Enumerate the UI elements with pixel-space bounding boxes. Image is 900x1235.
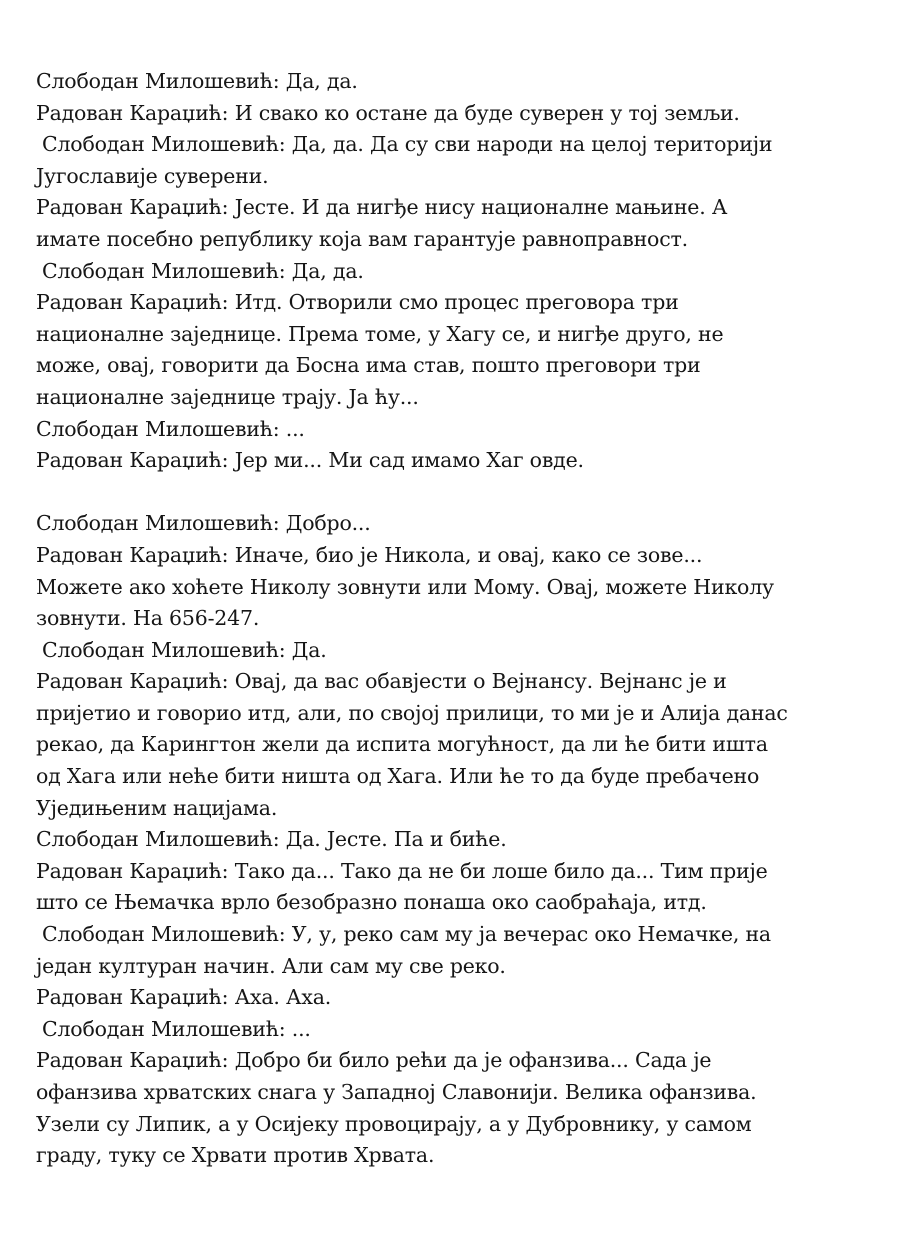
transcript-block [36,508,866,1171]
transcript-line: Радован Караџић: Иначе, био је Никола, и овај, како се зове... [36,542,703,567]
transcript-line: Можете ако хоћете Николу зовнути или Мому. Овај, можете Николу [36,574,774,599]
transcript-line: Слободан Милошевић: ... [36,416,305,441]
transcript-line: рекао, да Карингтон жели да испита могућност, да ли ће бити ишта [36,732,768,757]
transcript-line: граду, туку се Хрвати против Хрвата. [36,1143,435,1168]
transcript-line: Слободан Милошевић: ... [42,1016,311,1041]
transcript-line: може, овај, говорити да Босна има став, пошто преговори три [36,353,701,378]
transcript-line: што се Њемачка врло безобразно понаша око саобраћаја, итд. [36,890,707,915]
transcript-line: од Хага или неће бити ништа од Хага. Или ће то да буде пребачено [36,764,760,789]
transcript-line: имате посебно републику која вам гарантује равноправност. [36,226,688,251]
transcript-line: Радован Караџић: И свако ко остане да буде суверен у тој земљи. [36,100,740,125]
transcript-line: Слободан Милошевић: Да, да. [42,258,364,283]
transcript-line: Слободан Милошевић: У, у, реко сам му ја вечерас око Немачке, на [42,922,771,947]
transcript-line: Радован Караџић: Овај, да вас обавјести о Вејнансу. Вејнанс је и [36,669,727,694]
transcript-line: националне заједнице. Према томе, у Хагу се, и нигђе друго, не [36,321,724,346]
transcript-line: Уједињеним нацијама. [36,795,278,820]
transcript-line: зовнути. На 656-247. [36,606,260,631]
transcript-line: Радован Караџић: Јесте. И да нигђе нису националне мањине. А [36,195,728,220]
transcript-line: Радован Караџић: Итд. Отворили смо процес преговора три [36,290,679,315]
transcript-line: Радован Караџић: Јер ми... Ми сад имамо Хаг овде. [36,448,584,473]
transcript-line: националне заједнице трају. Ја ћу... [36,384,419,409]
transcript-block [36,66,866,477]
transcript-line: Слободан Милошевић: Да, да. [36,69,358,93]
transcript-line: Слободан Милошевић: Добро... [36,511,371,536]
transcript-line: пријетио и говорио итд, али, по својој прилици, то ми је и Алија данас [36,700,788,725]
transcript-text [36,66,866,1172]
transcript-line: Радован Караџић: Добро би било рећи да је офанзива... Сада је [36,1048,712,1073]
transcript-line: Радован Караџић: Тако да... Тако да не би лоше било да... Тим прије [36,858,768,883]
transcript-line: офанзива хрватских снага у Западној Славонији. Велика офанзива. [36,1080,757,1104]
transcript-line: Слободан Милошевић: Да. [42,637,327,662]
transcript-line: Узели су Липик, а у Осијеку провоцирају, а у Дубровнику, у самом [36,1111,752,1136]
transcript-line: Слободан Милошевић: Да, да. Да су сви народи на целој територији [42,132,773,157]
transcript-line: Радован Караџић: Аха. Аха. [36,985,332,1010]
transcript-line: Југославије суверени. [36,163,269,188]
transcript-line: један културан начин. Али сам му све реко. [36,953,506,978]
transcript-line: Слободан Милошевић: Да. Јесте. Па и биће. [36,827,507,852]
